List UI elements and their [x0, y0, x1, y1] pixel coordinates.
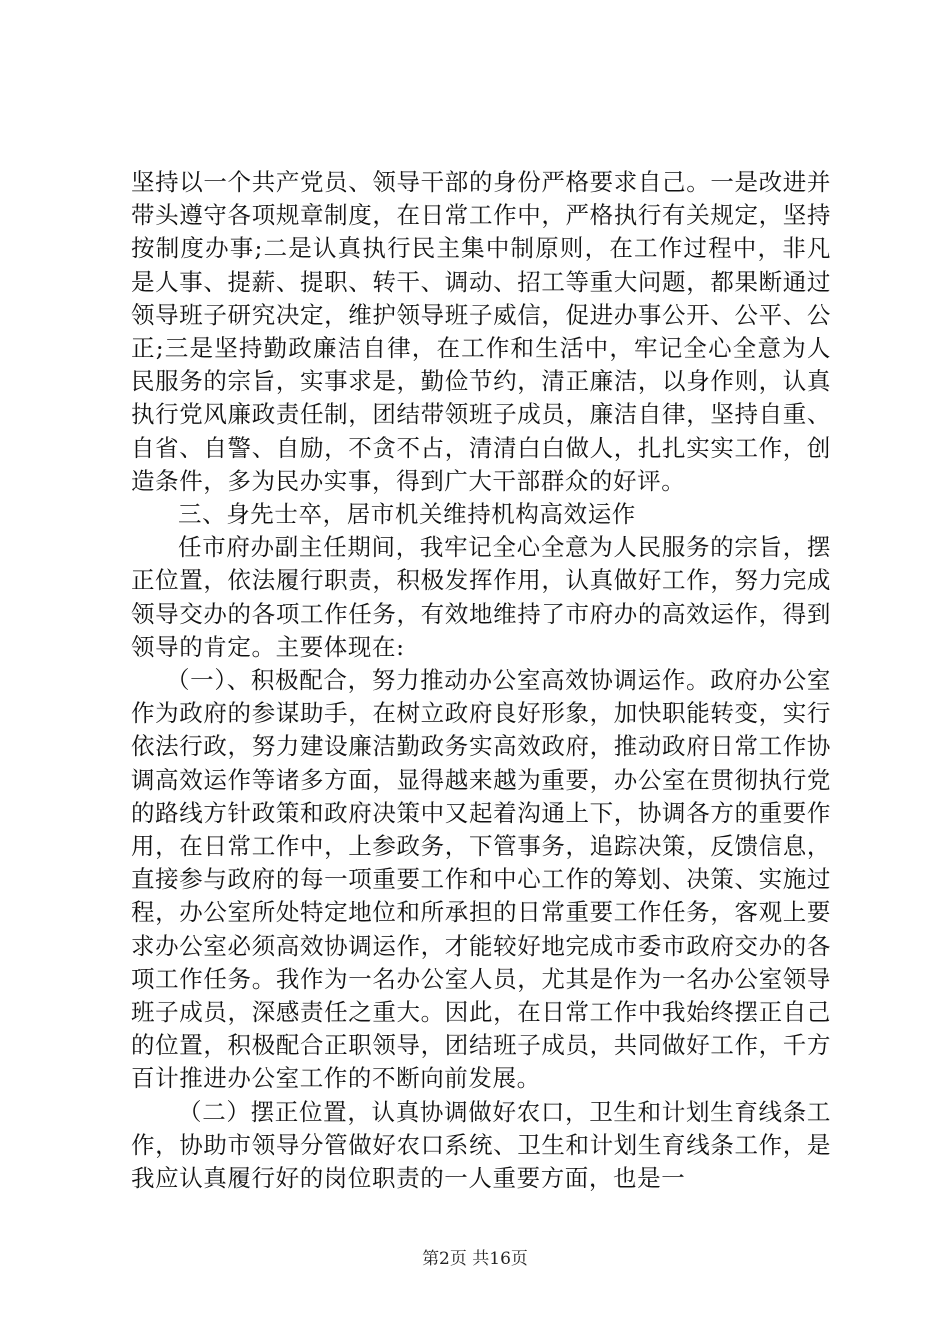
paragraph-item-two: （二）摆正位置，认真协调做好农口，卫生和计划生育线条工作，协助市领导分管做好农口系统、卫生和计划生育线条工作，是我应认真履行好的岗位职责的一人重要方面，也是一	[131, 1097, 831, 1193]
paragraph-deputy-director: 任市府办副主任期间，我牢记全心全意为人民服务的宗旨，摆正位置，依法履行职责，积极发挥作用，认真做好工作，努力完成领导交办的各项工作任务，有效地维持了市府办的高效运作，得到领导的肯定。主要体现在:	[131, 533, 831, 661]
paragraph-self-discipline: 坚持以一个共产党员、领导干部的身份严格要求自己。一是改进并带头遵守各项规章制度，在日常工作中，严格执行有关规定，坚持按制度办事;二是认真执行民主集中制原则，在工作过程中，非凡是人事、提薪、提职、转干、调动、招工等重大问题，都果断通过领导班子研究决定，维护领导班子威信，促进办事公开、公平、公正;三是坚持勤政廉洁自律，在工作和生活中，牢记全心全意为人民服务的宗旨，实事求是，勤俭节约，清正廉洁，以身作则，认真执行党风廉政责任制，团结带领班子成员，廉洁自律，坚持自重、自省、自警、自励，不贪不占，清清白白做人，扎扎实实工作，创造条件，多为民办实事，得到广大干部群众的好评。	[131, 168, 831, 495]
document-body	[131, 166, 831, 1195]
section-heading-three: 三、身先士卒，居市机关维持机构高效运作	[178, 500, 636, 529]
paragraph-item-one: （一）、积极配合，努力推动办公室高效协调运作。政府办公室作为政府的参谋助手，在树立政府良好形象，加快职能转变，实行依法行政，努力建设廉洁勤政务实高效政府，推动政府日常工作协调高效运作等诸多方面，显得越来越为重要，办公室在贯彻执行党的路线方针政策和政府决策中又起着沟通上下，协调各方的重要作用，在日常工作中，上参政务，下管事务，追踪决策，反馈信息，直接参与政府的每一项重要工作和中心工作的筹划、决策、实施过程，办公室所处特定地位和所承担的日常重要工作任务，客观上要求办公室必须高效协调运作，才能较好地完成市委市政府交办的各项工作任务。我作为一名办公室人员，尤其是作为一名办公室领导班子成员，深感责任之重大。因此，在日常工作中我始终摆正自己的位置，积极配合正职领导，团结班子成员，共同做好工作，千方百计推进办公室工作的不断向前发展。	[131, 666, 831, 1093]
page-number-footer: 第2页 共16页	[422, 1249, 528, 1269]
